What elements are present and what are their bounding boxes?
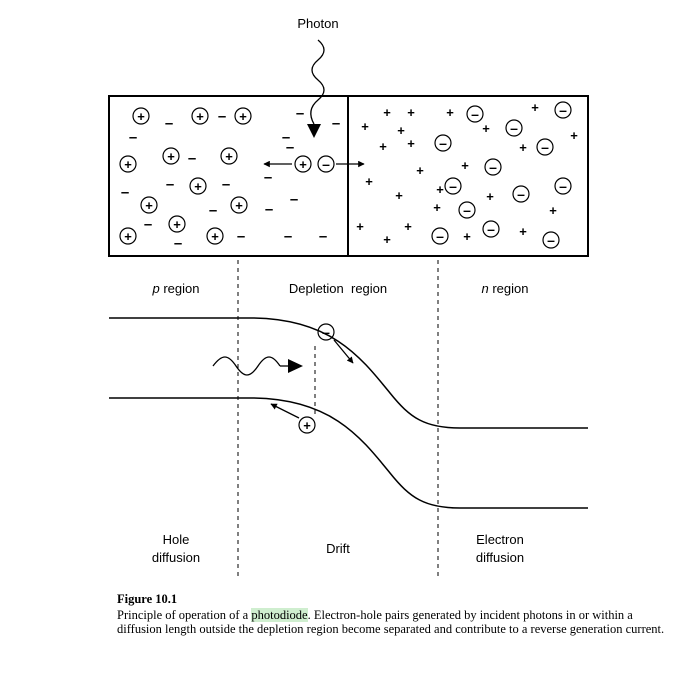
electron-diffusion-label-line1: Electron [476,532,524,547]
svg-text:–: – [449,178,457,194]
electrons-n-side [432,102,571,248]
caption-highlight: photodiode [251,608,308,622]
svg-text:+: + [173,217,181,232]
svg-text:+: + [407,136,415,151]
svg-text:–: – [283,228,293,245]
svg-text:+: + [549,203,557,218]
svg-text:–: – [208,202,218,219]
svg-text:+: + [407,105,415,120]
svg-text:+: + [461,158,469,173]
svg-text:–: – [165,176,175,193]
svg-text:+: + [145,198,153,213]
photon-wave-band [213,357,280,375]
electron-signs-n-side [436,102,567,248]
svg-text:–: – [439,135,447,151]
svg-text:+: + [397,123,405,138]
p-region-label: p region [152,281,200,296]
svg-text:–: – [285,139,295,156]
svg-text:–: – [263,169,273,186]
svg-text:+: + [519,140,527,155]
svg-text:+: + [531,100,539,115]
svg-text:+: + [486,189,494,204]
svg-text:+: + [361,119,369,134]
svg-text:+: + [167,149,175,164]
depletion-region-label: Depletion region [288,281,388,296]
svg-text:–: – [217,108,227,125]
svg-text:–: – [541,139,549,155]
svg-text:+: + [137,109,145,124]
caption-text-after: . Electron-hole pairs generated by incident photons in or within a diffusion length outside the depletion region become separated and contribute to a reverse generation current. [117,608,665,636]
svg-text:+: + [482,121,490,136]
svg-text:–: – [471,106,479,122]
svg-text:–: – [547,232,555,248]
svg-text:+: + [194,179,202,194]
conduction-band [109,318,588,428]
svg-text:–: – [559,102,567,118]
hole-diffusion-label-line2: diffusion [151,550,201,565]
svg-text:+: + [570,128,578,143]
band-electron-sign: – [322,324,330,340]
valence-band [109,398,588,508]
donor-ions-n-side [356,100,578,247]
band-hole-sign: + [303,418,311,433]
svg-text:–: – [281,129,291,146]
svg-text:+: + [383,105,391,120]
svg-text:–: – [510,120,518,136]
svg-text:–: – [221,176,231,193]
drift-label: Drift [326,541,350,556]
svg-text:+: + [383,232,391,247]
svg-text:+: + [433,200,441,215]
photon-arrowhead [307,124,321,138]
svg-text:–: – [517,186,525,202]
svg-text:–: – [318,228,328,245]
svg-text:+: + [436,182,444,197]
photon-label: Photon [297,16,339,31]
svg-text:+: + [124,157,132,172]
svg-text:+: + [463,229,471,244]
svg-text:+: + [356,219,364,234]
svg-text:–: – [236,228,246,245]
svg-text:–: – [128,129,138,146]
svg-text:–: – [489,159,497,175]
svg-text:–: – [143,216,153,233]
svg-text:–: – [559,178,567,194]
svg-text:–: – [289,191,299,208]
svg-text:+: + [211,229,219,244]
figure-caption [117,592,677,636]
svg-text:+: + [446,105,454,120]
svg-text:+: + [395,188,403,203]
svg-text:–: – [487,221,495,237]
caption-text-before: Principle of operation of a [117,608,252,622]
svg-text:+: + [416,163,424,178]
n-region-label: n region [481,281,529,296]
svg-text:–: – [463,202,471,218]
photon-band-arrowhead [288,359,303,373]
svg-text:+: + [365,174,373,189]
photon-wave [311,40,324,124]
svg-text:–: – [173,235,183,252]
electron-band-arrow [334,340,353,363]
svg-text:+: + [379,139,387,154]
svg-text:–: – [436,228,444,244]
svg-text:–: – [187,150,197,167]
svg-text:+: + [299,157,307,172]
svg-text:+: + [519,224,527,239]
svg-text:–: – [331,115,341,132]
figure-label: Figure 10.1 [117,592,178,606]
electron-diffusion-label-line2: diffusion [475,550,525,565]
svg-text:–: – [295,105,305,122]
svg-text:–: – [164,115,174,132]
svg-text:–: – [120,184,130,201]
region-boundaries [238,260,438,576]
generated-electron-sign: – [322,156,330,172]
svg-text:+: + [124,229,132,244]
svg-text:+: + [235,198,243,213]
svg-text:+: + [225,149,233,164]
acceptor-ions-p-side [121,105,340,252]
svg-text:–: – [264,201,274,218]
svg-text:+: + [404,219,412,234]
hole-band-arrow [271,404,299,418]
svg-text:+: + [239,109,247,124]
hole-diffusion-label-line1: Hole [162,532,190,547]
svg-text:+: + [196,109,204,124]
